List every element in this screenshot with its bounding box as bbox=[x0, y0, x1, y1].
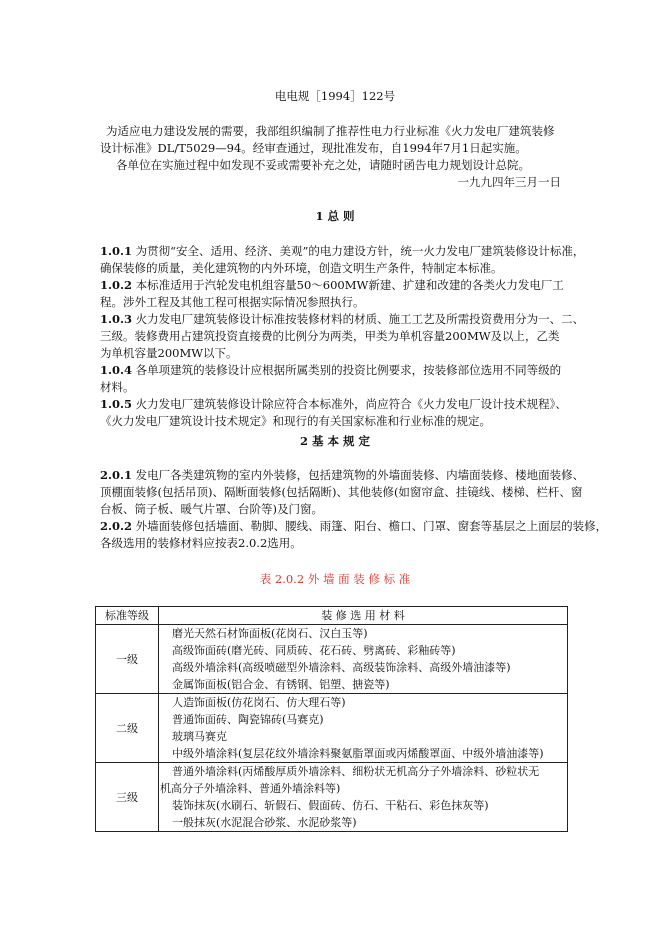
material-item: 装饰抹灰(水刷石、斩假石、假面砖、仿石、干粘石、彩色抹灰等) bbox=[172, 799, 489, 812]
material-item: 人造饰面板(仿花岗石、仿大理石等) bbox=[172, 696, 346, 709]
clause-2-0-1-cont: 台板、筒子板、暖气片罩、台阶等)及门窗。 bbox=[100, 502, 323, 516]
clause-number: 1.0.3 bbox=[100, 312, 133, 326]
intro-line-2: 设计标准》DL/T5029—94。经审查通过，现批准发布，自1994年7月1日起实施。 bbox=[100, 141, 527, 155]
issue-date: 一九九四年三月一日 bbox=[457, 175, 561, 189]
intro-line-1: 为适应电力建设发展的需要，我部组织编制了推荐性电力行业标准《火力发电厂建筑装修 bbox=[106, 124, 555, 138]
section-2-title: 2 基 本 规 定 bbox=[299, 434, 371, 448]
header-materials: 装 修 选 用 材 料 bbox=[159, 607, 568, 625]
section-1-title: 1 总 则 bbox=[315, 209, 355, 223]
material-item-cont: 机高分子外墙涂料、普通外墙涂料等) bbox=[160, 782, 341, 795]
materials-cell bbox=[159, 763, 568, 832]
header-level: 标准等级 bbox=[96, 607, 159, 625]
material-item: 普通饰面砖、陶瓷锦砖(马赛克) bbox=[172, 713, 324, 726]
clause-2-0-1-cont: 顶棚面装修(包括吊顶)、隔断面装修(包括隔断)、其他装修(如窗帘盒、挂镜线、楼梯、栏杆、窗 bbox=[100, 485, 583, 499]
clause-1-0-2: 1.0.2 本标准适用于汽轮发电机组容量50～600MW新建、扩建和改建的各类火力发电厂工 bbox=[100, 278, 564, 292]
intro-line-3: 各单位在实施过程中如发现不妥或需要补充之处，请随时函告电力规划设计总院。 bbox=[116, 158, 530, 172]
clause-number: 2.0.1 bbox=[100, 468, 133, 482]
table-row bbox=[96, 694, 568, 763]
clause-1-0-3-cont: 为单机容量200MW以下。 bbox=[100, 346, 238, 360]
clause-1-0-5-cont: 《火力发电厂建筑设计技术规定》和现行的有关国家标准和行业标准的规定。 bbox=[100, 414, 491, 428]
clause-number: 1.0.5 bbox=[100, 397, 133, 411]
clause-1-0-4-cont: 材料。 bbox=[100, 380, 135, 394]
material-item: 玻璃马赛克 bbox=[172, 730, 227, 743]
table-row bbox=[96, 625, 568, 694]
materials-cell bbox=[159, 625, 568, 694]
clause-number: 1.0.2 bbox=[100, 278, 133, 292]
clause-number: 1.0.1 bbox=[100, 244, 133, 258]
clause-1-0-3: 1.0.3 火力发电厂建筑装修设计标准按装修材料的材质、施工工艺及所需投资费用分为一、二、 bbox=[100, 312, 585, 326]
clause-1-0-5: 1.0.5 火力发电厂建筑装修设计除应符合本标准外，尚应符合《火力发电厂设计技术规程》、 bbox=[100, 397, 567, 411]
clause-1-0-3-cont: 三级。装修费用占建筑投资直接费的比例分为两类，甲类为单机容量200MW及以上，乙类 bbox=[100, 329, 560, 343]
material-item: 高级饰面砖(磨光砖、同质砖、花石砖、劈离砖、彩釉砖等) bbox=[172, 644, 456, 657]
exterior-wall-standard-table bbox=[95, 606, 568, 832]
clause-2-0-2: 2.0.2 外墙面装修包括墙面、勒脚、腰线、雨篷、阳台、檐口、门罩、窗套等基层之上面层的装修， bbox=[100, 519, 608, 533]
table-header-row bbox=[96, 607, 568, 625]
material-item: 高级外墙涂料(高级喷磁型外墙涂料、高级装饰涂料、高级外墙油漆等) bbox=[172, 661, 511, 674]
table-caption: 表 2.0.2 外 墙 面 装 修 标 准 bbox=[259, 572, 411, 586]
material-item: 金属饰面板(铝合金、有锈钢、铝塑、搪瓷等) bbox=[172, 678, 390, 691]
material-item: 中级外墙涂料(复层花纹外墙涂料聚氨脂罩面或丙烯酸罩面、中级外墙油漆等) bbox=[172, 747, 544, 760]
level-cell: 三级 bbox=[96, 763, 159, 832]
table-row bbox=[96, 763, 568, 832]
level-cell: 二级 bbox=[96, 694, 159, 763]
clause-1-0-2-cont: 程。涉外工程及其他工程可根据实际情况参照执行。 bbox=[100, 295, 365, 309]
clause-2-0-1: 2.0.1 发电厂各类建筑物的室内外装修，包括建筑物的外墙面装修、内墙面装修、楼地面装修、 bbox=[100, 468, 585, 482]
materials-cell bbox=[159, 694, 568, 763]
clause-2-0-2-cont: 各级选用的装修材料应按表2.0.2选用。 bbox=[100, 536, 302, 550]
clause-number: 1.0.4 bbox=[100, 363, 133, 377]
material-item: 磨光天然石材饰面板(花岗石、汉白玉等) bbox=[172, 627, 368, 640]
level-cell: 一级 bbox=[96, 625, 159, 694]
clause-1-0-4: 1.0.4 各单项建筑的装修设计应根据所属类别的投资比例要求，按装修部位选用不同等级的 bbox=[100, 363, 562, 377]
clause-1-0-1-cont: 确保装修的质量，美化建筑物的内外环境，创造文明生产条件，特制定本标准。 bbox=[100, 261, 503, 275]
clause-1-0-1: 1.0.1 为贯彻“安全、适用、经济、美观”的电力建设方针，统一火力发电厂建筑装修设计标准， bbox=[100, 244, 585, 258]
notice-number: 电电规［1994］122号 bbox=[274, 89, 396, 103]
clause-number: 2.0.2 bbox=[100, 519, 133, 533]
material-item: 普通外墙涂料(丙烯酸厚质外墙涂料、细粉状无机高分子外墙涂料、砂粒状无 bbox=[172, 765, 540, 778]
material-item: 一般抹灰(水泥混合砂浆、水泥砂浆等) bbox=[172, 816, 357, 829]
